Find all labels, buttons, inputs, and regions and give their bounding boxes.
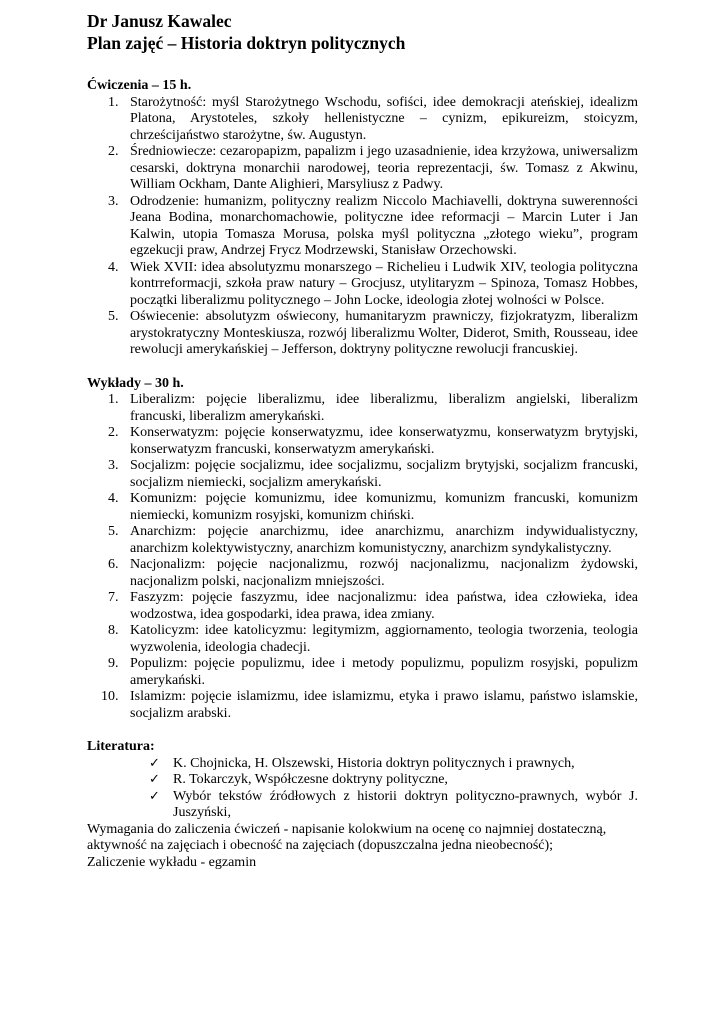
item-number: 5. bbox=[108, 524, 119, 539]
item-text: Komunizm: pojęcie komunizmu, idee komunizmu, komunizm francuski, komunizm niemiecki, komunizm rosyjski, komunizm chiński. bbox=[130, 491, 638, 523]
wyklady-item bbox=[87, 491, 638, 524]
item-number: 3. bbox=[108, 193, 119, 209]
item-number: 5. bbox=[108, 309, 119, 324]
literatura-item bbox=[87, 772, 638, 789]
author-name: Dr Janusz Kawalec bbox=[87, 11, 232, 31]
wyklady-item bbox=[87, 524, 638, 557]
cwiczenia-item bbox=[87, 194, 638, 260]
wyklady-item bbox=[87, 458, 638, 491]
item-number: 4. bbox=[108, 491, 119, 506]
item-text: Konserwatyzm: pojęcie konserwatyzmu, idee konserwatyzmu, konserwatyzm brytyjski, konserwatyzm francuski, konserwatyzm amerykański. bbox=[130, 425, 638, 457]
item-text: Anarchizm: pojęcie anarchizmu, idee anarchizmu, anarchizm indywidualistyczny, anarchizm kolektywistyczny, anarchizm komunistyczny, anarchizm syndykalistyczny. bbox=[130, 524, 638, 556]
item-text: Socjalizm: pojęcie socjalizmu, idee socjalizmu, socjalizm brytyjski, socjalizm francuski, socjalizm niemiecki, socjalizm amerykański. bbox=[130, 458, 638, 490]
item-text: Starożytność: myśl Starożytnego Wschodu, sofiści, idee demokracji ateńskiej, idealizm Platona, Arystoteles, szkoły hellenistyczne – cynizm, epikureizm, stoicyzm, chrześcijaństwo starożytne, św. Augustyn. bbox=[130, 94, 638, 143]
literatura-item bbox=[87, 789, 638, 822]
cwiczenia-heading: Ćwiczenia – 15 h. bbox=[87, 78, 192, 93]
wyklady-item bbox=[87, 392, 638, 425]
item-number: 1. bbox=[108, 392, 119, 407]
literatura-heading: Literatura: bbox=[87, 739, 155, 754]
item-number: 10. bbox=[101, 689, 119, 704]
wyklady-item bbox=[87, 557, 638, 590]
item-text: Nacjonalizm: pojęcie nacjonalizmu, rozwój nacjonalizmu, nacjonalizm żydowski, nacjonalizm polski, nacjonalizm mniejszości. bbox=[130, 557, 638, 589]
exam-requirement: Zaliczenie wykładu - egzamin bbox=[87, 854, 257, 870]
cwiczenia-item bbox=[87, 95, 638, 145]
item-text: Średniowiecze: cezaropapizm, papalizm i jego uzasadnienie, idea krzyżowa, uniwersalizm cesarski, doktryna monarchii narodowej, teoria reprezentacji, św. Tomasz z Akwinu, William Ockham, Dante Alighieri, Marsyliusz z Padwy. bbox=[130, 144, 638, 192]
cwiczenia-list bbox=[87, 95, 638, 359]
cwiczenia-item bbox=[87, 309, 638, 359]
item-text: Oświecenie: absolutyzm oświecony, humanitaryzm prawniczy, fizjokratyzm, liberalizm arystokratyczny Monteskiusza, rozwój liberalizmu Wolter, Diderot, Smith, Rousseau, idee rewolucji amerykańskiej – Jefferson, doktryny polityczne rewolucji francuskiej. bbox=[130, 309, 638, 357]
wyklady-item bbox=[87, 425, 638, 458]
cwiczenia-item bbox=[87, 144, 638, 194]
wyklady-item bbox=[87, 590, 638, 623]
item-number: 9. bbox=[108, 656, 119, 671]
literatura-item bbox=[87, 756, 638, 773]
item-text: Populizm: pojęcie populizmu, idee i metody populizmu, populizm rosyjski, populizm amerykański. bbox=[130, 656, 638, 688]
check-icon: ✓ bbox=[149, 772, 160, 787]
wyklady-item bbox=[87, 656, 638, 689]
wyklady-item bbox=[87, 623, 638, 656]
wyklady-heading: Wykłady – 30 h. bbox=[87, 375, 184, 391]
cwiczenia-item bbox=[87, 260, 638, 310]
item-number: 4. bbox=[108, 259, 119, 275]
item-text: Islamizm: pojęcie islamizmu, idee islamizmu, etyka i prawo islamu, państwo islamskie, socjalizm arabski. bbox=[130, 689, 638, 721]
item-text: R. Tokarczyk, Współczesne doktryny polityczne, bbox=[173, 772, 448, 787]
item-number: 6. bbox=[108, 557, 119, 572]
item-text: Wybór tekstów źródłowych z historii doktryn polityczno-prawnych, wybór J. Juszyński, bbox=[173, 788, 638, 820]
item-text: Liberalizm: pojęcie liberalizmu, idee liberalizmu, liberalizm angielski, liberalizm francuski, liberalizm amerykański. bbox=[130, 392, 638, 424]
wyklady-item bbox=[87, 689, 638, 722]
item-number: 7. bbox=[108, 590, 119, 605]
item-text: K. Chojnicka, H. Olszewski, Historia doktryn politycznych i prawnych, bbox=[173, 755, 575, 771]
check-icon: ✓ bbox=[149, 755, 160, 771]
item-number: 2. bbox=[108, 144, 119, 159]
item-text: Wiek XVII: idea absolutyzmu monarszego – Richelieu i Ludwik XIV, teologia polityczna kontrreformacji, szkoła praw natury – Grocjusz, utylitaryzm – Spinoza, Tomasz Hobbes, początki liberalizmu politycznego – John Locke, ideologia złotej wolności w Polsce. bbox=[130, 259, 638, 308]
item-number: 8. bbox=[108, 623, 119, 638]
document-title: Plan zajęć – Historia doktryn politycznych bbox=[87, 33, 406, 53]
item-number: 3. bbox=[108, 458, 119, 473]
requirements-line: Wymagania do zaliczenia ćwiczeń - napisanie kolokwium na ocenę co najmniej dostateczną, bbox=[87, 821, 607, 837]
check-icon: ✓ bbox=[149, 788, 160, 804]
literatura-list bbox=[87, 756, 638, 822]
wyklady-list bbox=[87, 392, 638, 722]
item-text: Faszyzm: pojęcie faszyzmu, idee nacjonalizmu: idea państwa, idea człowieka, idea wodzostwa, idea gospodarki, idea prawa, idea zmiany. bbox=[130, 590, 638, 622]
item-text: Katolicyzm: idee katolicyzmu: legitymizm, aggiornamento, teologia tworzenia, teologia wyzwolenia, ideologia chadecji. bbox=[130, 623, 638, 655]
requirements-line: aktywność na zajęciach i obecność na zajęciach (dopuszczalna jedna nieobecność); bbox=[87, 838, 554, 853]
item-number: 1. bbox=[108, 94, 119, 110]
item-text: Odrodzenie: humanizm, polityczny realizm Niccolo Machiavelli, doktryna suwerenności Jeana Bodina, monarchomachowie, polityczne idee reformacji – Marcin Luter i Jan Kalwin, utopia Tomasza Morusa, polska myśl polityczna „złotego wieku”, program egzekucji praw, Andrzej Frycz Modrzewski, Stanisław Orzechowski. bbox=[130, 193, 638, 258]
item-number: 2. bbox=[108, 425, 119, 440]
